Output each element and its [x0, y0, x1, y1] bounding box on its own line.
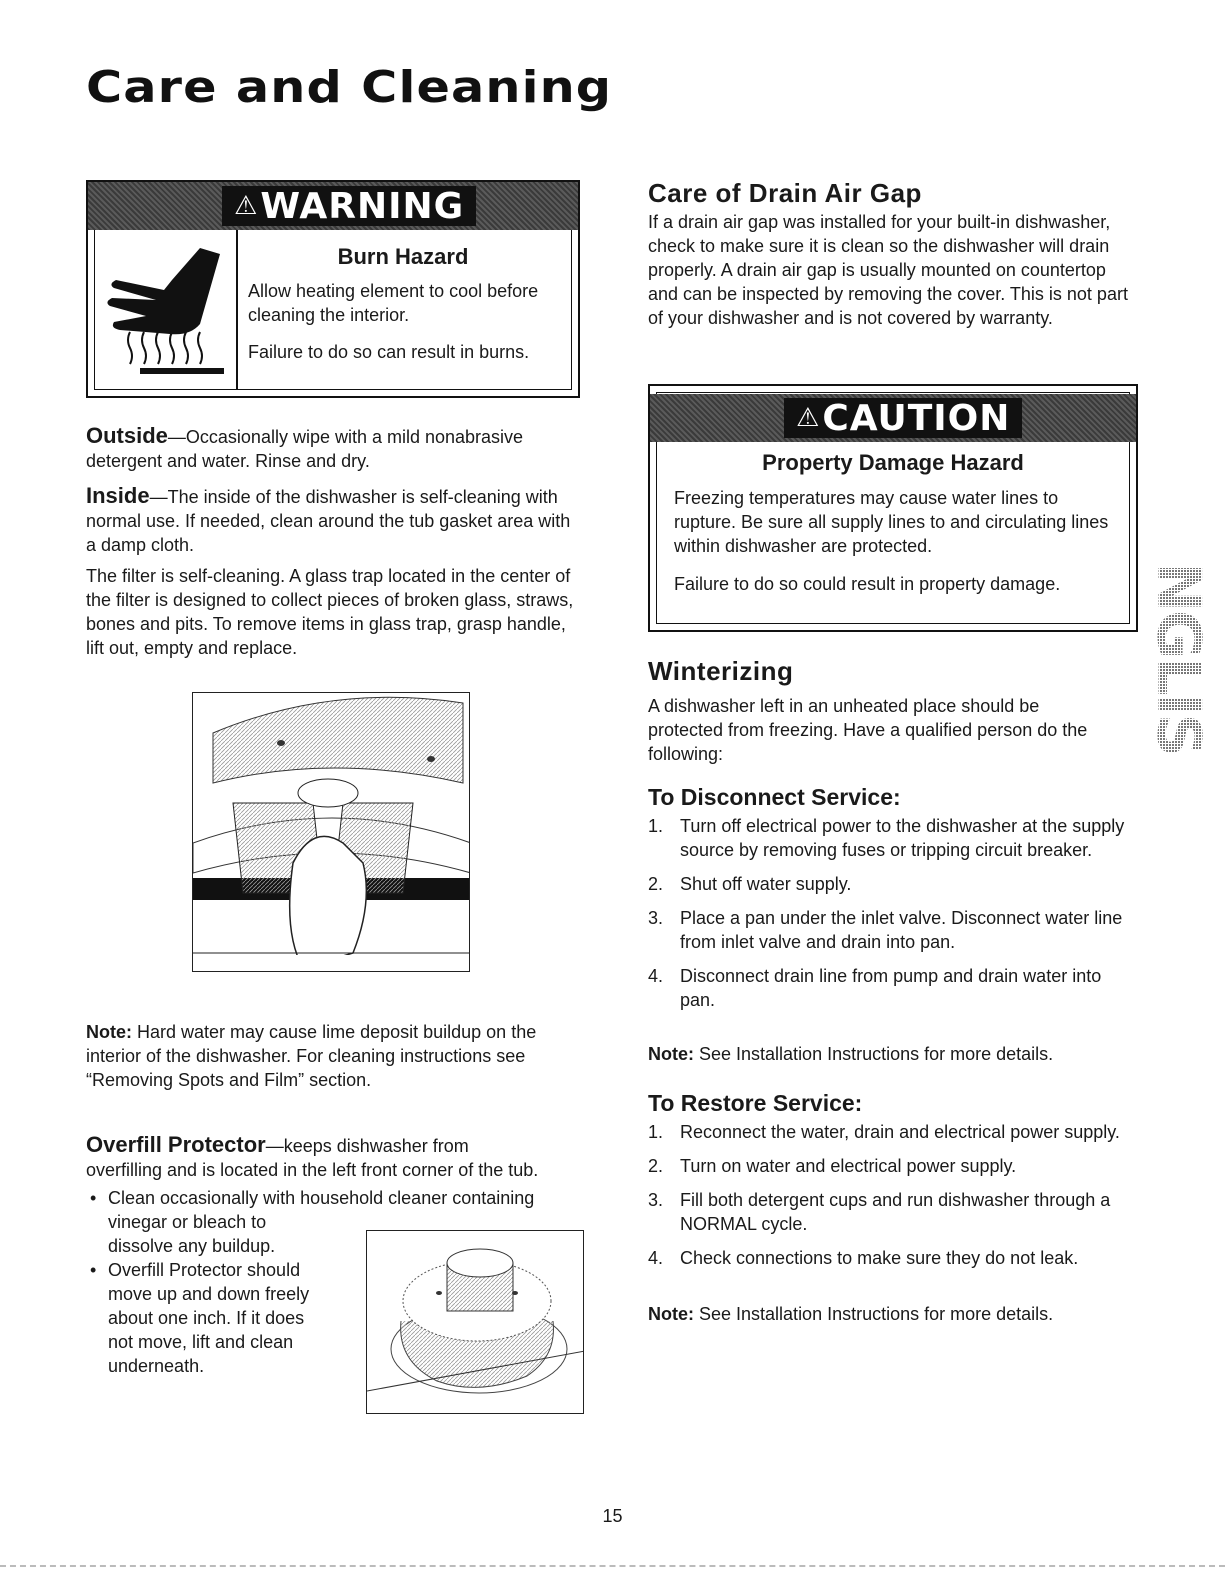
filter-paragraph: The filter is self-cleaning. A glass trap located in the center of the filter is designed to collect pieces of broken glass, straws, bones and pits. To remove items in glass trap, grasp handle, lift out, empty and replace. — [86, 566, 574, 658]
caution-text-2: Failure to do so could result in property damage. — [674, 574, 1061, 594]
page-number: 15 — [602, 1506, 623, 1526]
caution-label — [784, 398, 1022, 438]
step-text: Shut off water supply. — [680, 874, 852, 894]
warning-text-2: Failure to do so can result in burns. — [248, 342, 530, 362]
step-number: 4. — [648, 966, 664, 986]
disconnect-heading: To Disconnect Service: — [648, 784, 901, 810]
note-label: Note: — [86, 1022, 132, 1042]
winterizing-paragraph: A dishwasher left in an unheated place should be protected from freezing. Have a qualified person do the following: — [648, 696, 1088, 764]
list-item — [648, 1154, 1128, 1178]
warning-label — [222, 186, 476, 226]
restore-heading: To Restore Service: — [648, 1090, 863, 1116]
alert-triangle-icon: ⚠ — [234, 191, 259, 221]
disconnect-note — [648, 1042, 1138, 1066]
outside-text: —Occasionally wipe with a mild nonabrasive detergent and water. Rinse and dry. — [86, 427, 524, 471]
outside-lead: Outside — [86, 423, 168, 448]
step-text: Disconnect drain line from pump and drain water into pan. — [680, 966, 1102, 1010]
note-text: See Installation Instructions for more details. — [694, 1044, 1054, 1064]
hard-water-note — [86, 1020, 580, 1092]
caution-box — [648, 384, 1138, 632]
list-item — [648, 1120, 1128, 1144]
note-label: Note: — [648, 1304, 694, 1324]
overfill-text-2: overfilling and is located in the left front corner of the tub. — [86, 1160, 539, 1180]
bullet1-line1: Clean occasionally with household cleaner containing — [108, 1188, 535, 1208]
page-title: Care and Cleaning — [86, 62, 613, 113]
overfill-protector-illustration — [366, 1230, 584, 1414]
step-text: Turn off electrical power to the dishwasher at the supply source by removing fuses or tripping circuit breaker. — [680, 816, 1125, 860]
step-number: 2. — [648, 874, 664, 894]
alert-triangle-icon: ⚠ — [796, 403, 821, 433]
bullet1-rest: vinegar or bleach to dissolve any buildup. — [108, 1212, 276, 1256]
winterizing-heading: Winterizing — [648, 656, 794, 686]
step-text: Check connections to make sure they do not leak. — [680, 1248, 1079, 1268]
overfill-paragraph — [86, 1133, 580, 1182]
step-text: Place a pan under the inlet valve. Disconnect water line from inlet valve and drain into pan. — [680, 908, 1123, 952]
caution-banner — [650, 394, 1136, 442]
step-number: 3. — [648, 1190, 664, 1210]
warning-hazard-title: Burn Hazard — [337, 244, 469, 269]
language-side-tab — [1133, 568, 1217, 758]
list-item — [648, 1188, 1128, 1236]
disconnect-steps — [648, 814, 1128, 1022]
warning-signal-word: WARNING — [260, 186, 465, 227]
bullet2-text: Overfill Protector should move up and down freely about one inch. If it does not move, lift and clean underneath. — [108, 1260, 310, 1376]
list-item — [648, 964, 1128, 1012]
warning-banner — [88, 182, 578, 230]
overfill-text-1: —keeps dishwasher from — [265, 1136, 469, 1156]
side-tab-text: ENGLISH — [1143, 568, 1214, 758]
list-item — [648, 1246, 1128, 1270]
step-text: Reconnect the water, drain and electrical power supply. — [680, 1122, 1120, 1142]
overfill-lead: Overfill Protector — [86, 1132, 266, 1157]
list-item — [648, 814, 1128, 862]
list-item — [648, 872, 1128, 896]
list-item — [648, 906, 1128, 954]
burn-hazard-icon — [100, 244, 224, 374]
step-number: 1. — [648, 816, 664, 836]
inside-lead: Inside — [86, 483, 150, 508]
air-gap-heading: Care of Drain Air Gap — [648, 178, 922, 208]
bottom-rule — [0, 1565, 1225, 1567]
caution-hazard-title: Property Damage Hazard — [762, 450, 1024, 475]
warning-box — [86, 180, 580, 398]
inside-paragraph — [86, 484, 580, 557]
step-number: 4. — [648, 1248, 664, 1268]
note-text: Hard water may cause lime deposit buildup on the interior of the dishwasher. For cleaning instructions see “Removing Spots and Film” section. — [86, 1022, 537, 1090]
step-number: 2. — [648, 1156, 664, 1176]
step-number: 1. — [648, 1122, 664, 1142]
step-text: Turn on water and electrical power supply. — [680, 1156, 1017, 1176]
restore-steps — [648, 1120, 1128, 1280]
step-number: 3. — [648, 908, 664, 928]
note-label: Note: — [648, 1044, 694, 1064]
warning-text-1: Allow heating element to cool before cleaning the interior. — [248, 281, 539, 325]
restore-note — [648, 1302, 1138, 1326]
note-text: See Installation Instructions for more details. — [694, 1304, 1054, 1324]
caution-text-1: Freezing temperatures may cause water lines to rupture. Be sure all supply lines to and circulating lines within dishwasher are protected. — [674, 488, 1109, 556]
caution-signal-word: CAUTION — [822, 398, 1011, 439]
glass-trap-illustration — [192, 692, 470, 972]
outside-paragraph — [86, 424, 580, 473]
step-text: Fill both detergent cups and run dishwasher through a NORMAL cycle. — [680, 1190, 1111, 1234]
air-gap-paragraph: If a drain air gap was installed for your built-in dishwasher, check to make sure it is clean so the dishwasher will drain properly. A drain air gap is usually mounted on countertop and can be inspected by removing the cover. This is not part of your dishwasher and is not covered by warranty. — [648, 212, 1128, 328]
inside-text: —The inside of the dishwasher is self-cleaning with normal use. If needed, clean around the tub gasket area with a damp cloth. — [86, 487, 571, 555]
